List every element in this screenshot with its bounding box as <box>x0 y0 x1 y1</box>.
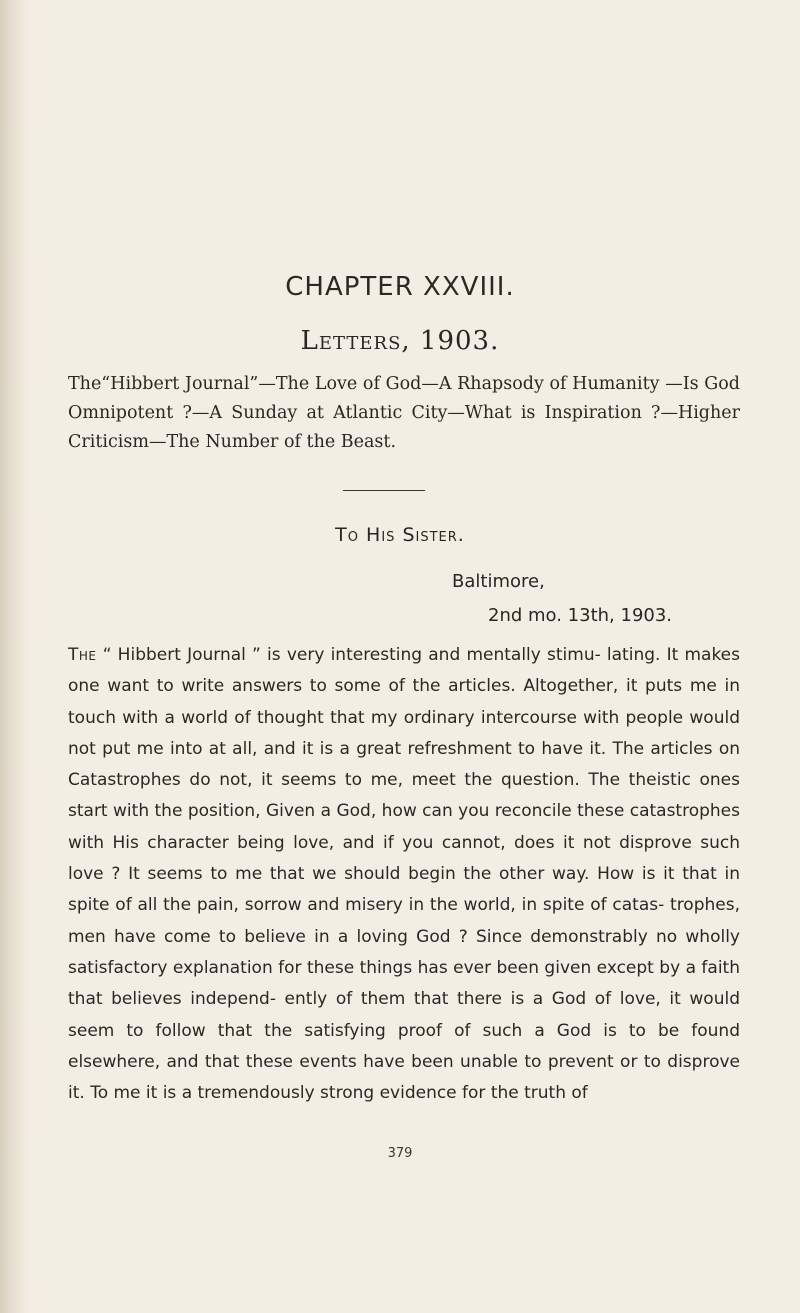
section-divider <box>343 490 425 491</box>
letter-date: 2nd mo. 13th, 1903. <box>488 605 673 626</box>
page-number: 379 <box>387 1146 413 1161</box>
letter-body-text: “ Hibbert Journal ” is very interesting and mentally stimu- lating. It makes one want to write answers to some of the articles. Altogether, it puts me in touch with a world of thought that my ordinary intercourse with people would not put me into at all, and it is a great refreshment to have it. The articles on Catastrophes do not, it seems to me, meet the question. The theistic ones start with the position, Given a God, how can you reconcile these catastrophes with His character being love, and if you cannot, does it not disprove such love ? It seems to me that we should begin the other way. How is it that in spite of all the pain, sorrow and misery in the world, in spite of catas- trophes, men have come to believe in a loving God ? Since demonstrably no wholly satisfactory explanation for these things has ever been given except by a faith that believes independ- ently of them that there is a God of love, it would seem to follow that the satisfying proof of such a God is to be found elsewhere, and that these events have been unable to prevent or to disprove it. To me it is a tremendously strong evidence for the truth of <box>68 645 740 1104</box>
letter-opening-word: The <box>68 645 97 665</box>
chapter-contents-summary: The“Hibbert Journal”—The Love of God—A Rhapsody of Humanity —Is God Omnipotent ?—A Sunday at Atlantic City—What is Inspiration ?—Higher Criticism—The Number of the Beast. <box>68 374 740 452</box>
letter-addressee: To His Sister. <box>335 524 465 546</box>
letter-body <box>68 640 740 1109</box>
chapter-heading: CHAPTER XXVIII. <box>285 272 515 302</box>
chapter-subtitle: Letters, 1903. <box>300 326 500 356</box>
letter-place: Baltimore, <box>452 571 545 592</box>
